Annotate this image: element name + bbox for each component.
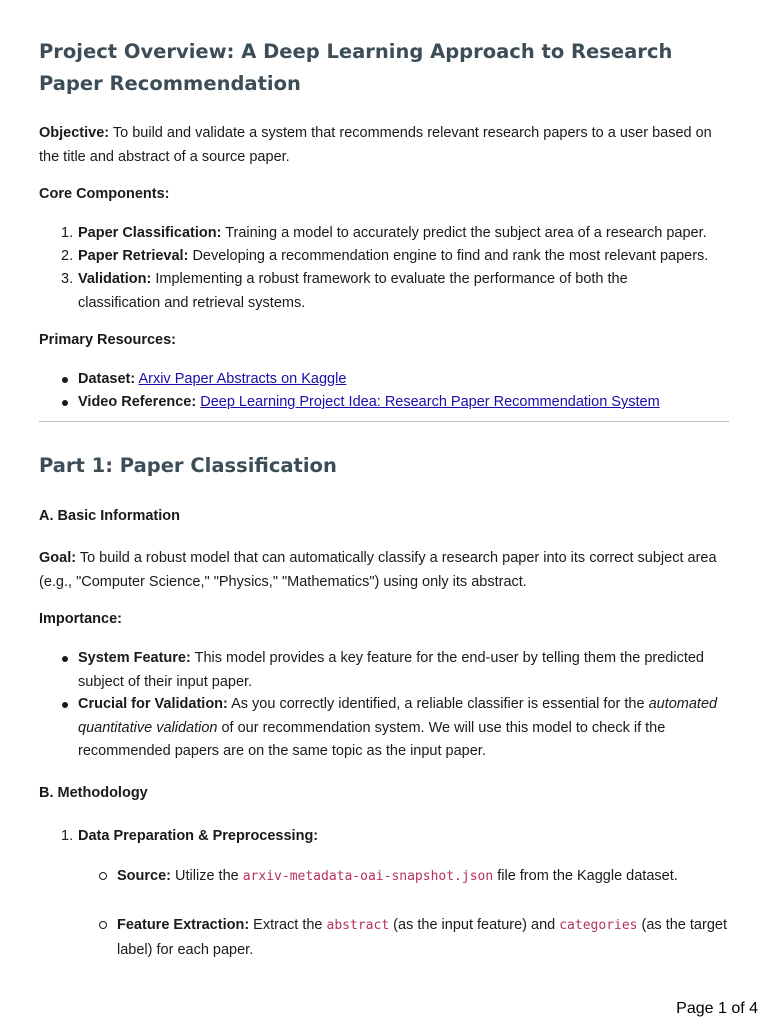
objective-text: To build and validate a system that recommends relevant research papers to a user based on the title and abstract of a source paper.: [39, 125, 712, 165]
list-item: [61, 825, 729, 849]
bullet-icon: [62, 702, 68, 708]
importance-text: This model provides a key feature for the end-user by telling them the predicted subject of their input paper.: [78, 650, 704, 690]
page-title: Project Overview: A Deep Learning Approach to Research Paper Recommendation: [39, 40, 673, 95]
methodology-heading: B. Methodology: [39, 785, 148, 801]
importance-label: System Feature:: [78, 650, 191, 666]
goal-label: Goal:: [39, 550, 77, 566]
code-snippet: categories: [559, 918, 638, 933]
bullet-icon: [62, 400, 68, 406]
list-number: 2.: [61, 248, 74, 264]
core-components-heading: Core Components:: [39, 186, 170, 202]
page-number: Page 1 of 4: [676, 1000, 758, 1017]
list-item-label: Paper Retrieval:: [78, 248, 189, 264]
sub-item-text: (as the target label) for each paper.: [117, 917, 727, 958]
resource-label: Dataset:: [78, 371, 136, 387]
list-item: [61, 268, 678, 315]
sub-item-label: Feature Extraction:: [117, 917, 250, 933]
sub-item-label: Source:: [117, 868, 171, 884]
list-item: [117, 864, 717, 889]
dataset-link[interactable]: Arxiv Paper Abstracts on Kaggle: [138, 371, 347, 387]
section-divider: [39, 421, 729, 422]
code-snippet: arxiv-metadata-oai-snapshot.json: [242, 869, 494, 884]
objective-label: Objective:: [39, 125, 110, 141]
objective-paragraph: [39, 122, 729, 169]
sub-item-text: Utilize the: [171, 868, 243, 884]
importance-label: Crucial for Validation:: [78, 696, 228, 712]
list-item-text: Developing a recommendation engine to find and rank the most relevant papers.: [188, 248, 709, 264]
list-item-text: Training a model to accurately predict the subject area of a research paper.: [221, 225, 707, 241]
list-item: [61, 245, 729, 269]
sub-item-text: file from the Kaggle dataset.: [493, 868, 678, 884]
methodology-label: Data Preparation & Preprocessing:: [78, 828, 319, 844]
list-item: [78, 391, 729, 415]
list-item-label: Validation:: [78, 271, 152, 287]
bullet-icon: [62, 377, 68, 383]
part1-heading: Part 1: Paper Classification: [39, 454, 337, 477]
list-item: [117, 913, 727, 963]
goal-text: To build a robust model that can automatically classify a research paper into its correct subject area (e.g., "Computer Science," "Physics," "Mathematics") using only its abstract.: [39, 550, 717, 590]
circle-bullet-icon: [99, 872, 107, 880]
sub-item-text: Extract the: [249, 917, 327, 933]
goal-paragraph: [39, 547, 729, 594]
importance-italic: automated quantitative validation: [78, 696, 718, 736]
list-number: 1.: [61, 225, 74, 241]
code-snippet: abstract: [326, 918, 390, 933]
list-item: [61, 222, 729, 246]
sub-item-text: (as the input feature) and: [389, 917, 560, 933]
bullet-icon: [62, 656, 68, 662]
basic-info-heading: A. Basic Information: [39, 508, 180, 524]
video-reference-link[interactable]: Deep Learning Project Idea: Research Paper Recommendation System: [200, 394, 660, 410]
list-item-text: Implementing a robust framework to evaluate the performance of both the classification and retrieval systems.: [78, 271, 628, 311]
circle-bullet-icon: [99, 921, 107, 929]
importance-text: As you correctly identified, a reliable classifier is essential for the: [227, 696, 649, 712]
importance-heading: Importance:: [39, 611, 122, 627]
resource-label: Video Reference:: [78, 394, 197, 410]
list-item: [78, 368, 729, 392]
importance-text: of our recommendation system. We will use this model to check if the recommended papers are on the same topic as the input paper.: [78, 719, 666, 759]
list-number: 3.: [61, 271, 74, 287]
list-item: [78, 647, 729, 694]
primary-resources-heading: Primary Resources:: [39, 332, 177, 348]
list-item: [78, 693, 729, 764]
list-item-label: Paper Classification:: [78, 225, 222, 241]
list-number: 1.: [61, 828, 74, 844]
